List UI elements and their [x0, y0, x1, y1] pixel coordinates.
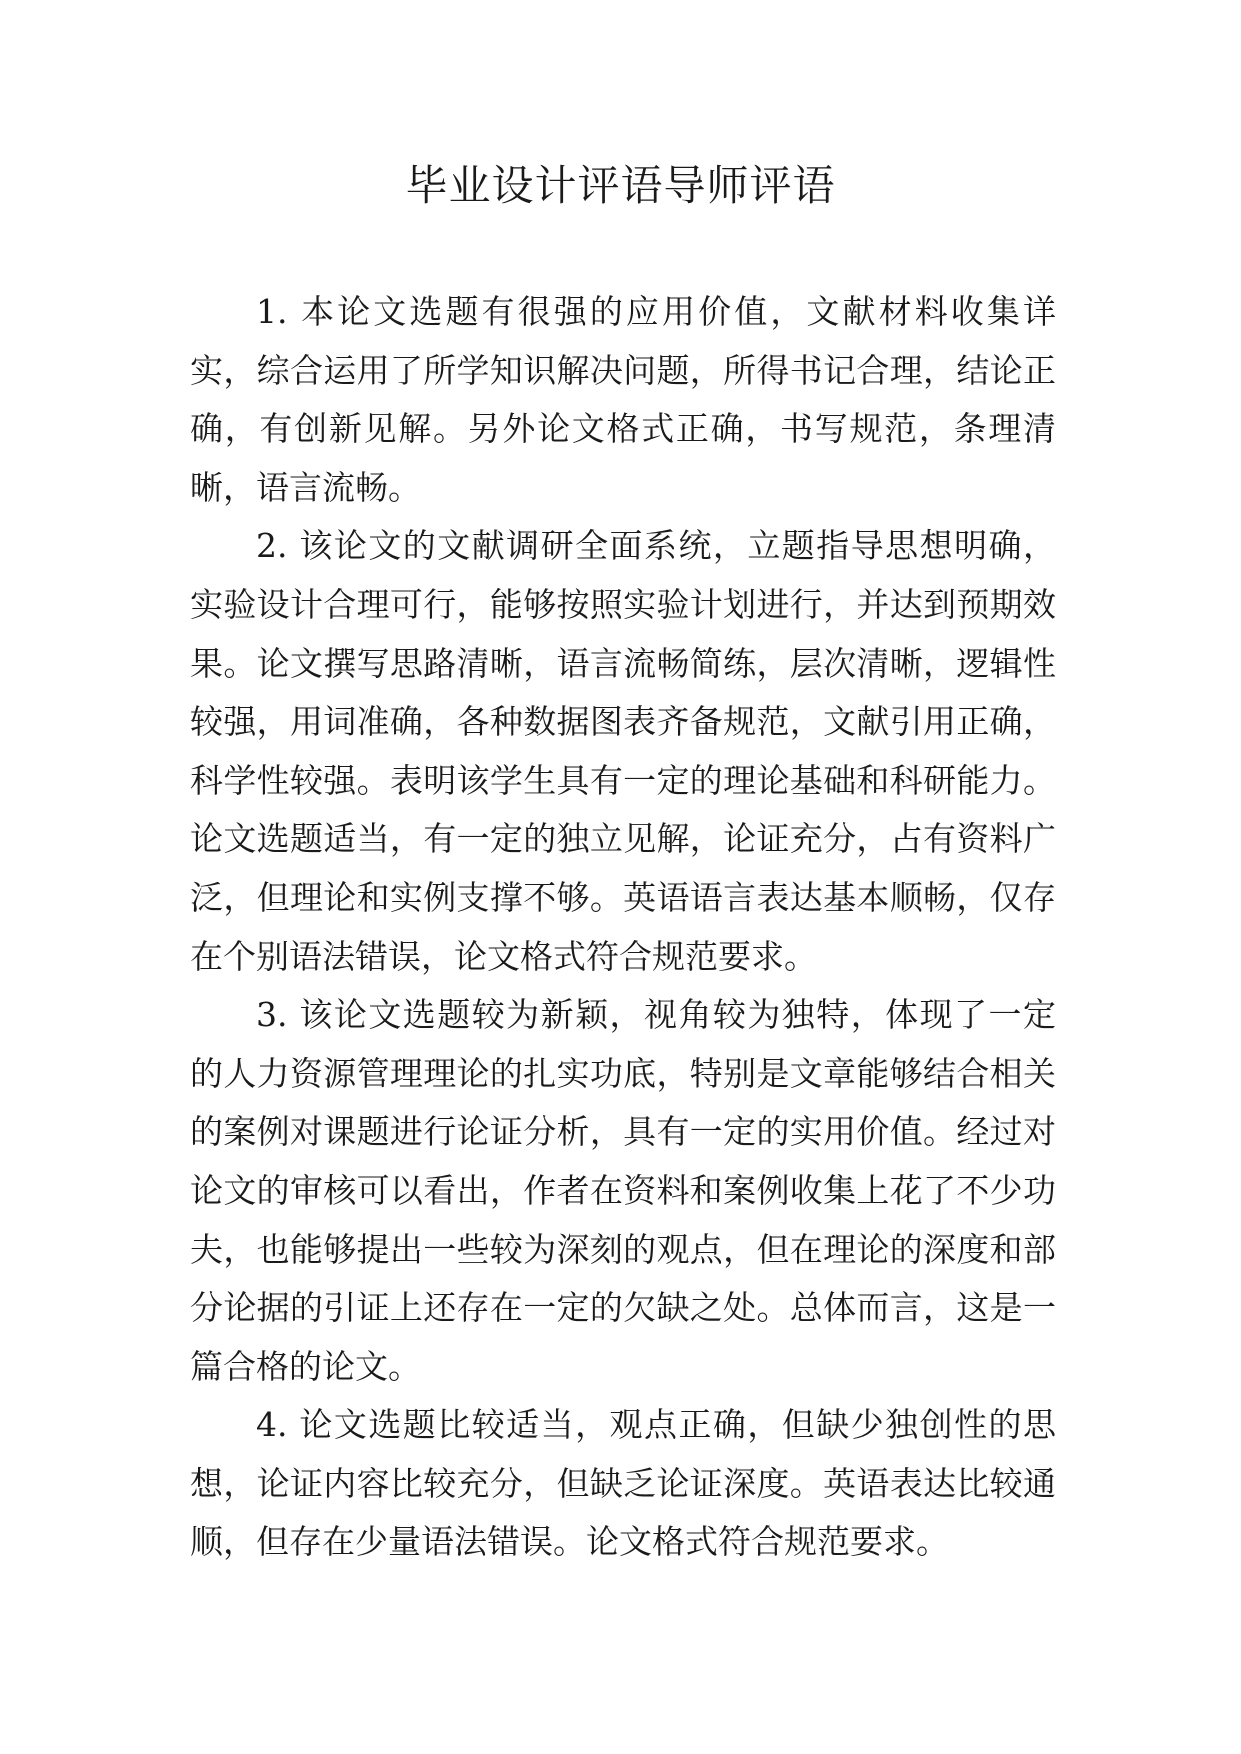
comment-paragraph-1: 1. 本论文选题有很强的应用价值，文献材料收集详实，综合运用了所学知识解决问题，所得书记合理，结论正确，有创新见解。另外论文格式正确，书写规范，条理清晰，语言流畅。 [190, 292, 1056, 507]
comment-paragraph-3: 3. 该论文选题较为新颖，视角较为独特，体现了一定的人力资源管理理论的扎实功底，特别是文章能够结合相关的案例对课题进行论证分析，具有一定的实用价值。经过对论文的审核可以看出，作者在资料和案例收集上花了不少功夫，也能够提出一些较为深刻的观点，但在理论的深度和部分论据的引证上还存在一定的欠缺之处。总体而言，这是一篇合格的论文。 [190, 995, 1056, 1386]
comment-paragraph-4: 4. 论文选题比较适当，观点正确，但缺少独创性的思想，论证内容比较充分，但缺乏论证深度。英语表达比较通顺，但存在少量语法错误。论文格式符合规范要求。 [190, 1405, 1056, 1562]
page-title: 毕业设计评语导师评语 [405, 161, 836, 210]
document-body [190, 283, 1056, 1572]
comment-paragraph-2: 2. 该论文的文献调研全面系统，立题指导思想明确，实验设计合理可行，能够按照实验计划进行，并达到预期效果。论文撰写思路清晰，语言流畅简练，层次清晰，逻辑性较强，用词准确，各种数据图表齐备规范，文献引用正确，科学性较强。表明该学生具有一定的理论基础和科研能力。论文选题适当，有一定的独立见解，论证充分，占有资料广泛，但理论和实例支撑不够。英语语言表达基本顺畅，仅存在个别语法错误，论文格式符合规范要求。 [190, 526, 1056, 976]
